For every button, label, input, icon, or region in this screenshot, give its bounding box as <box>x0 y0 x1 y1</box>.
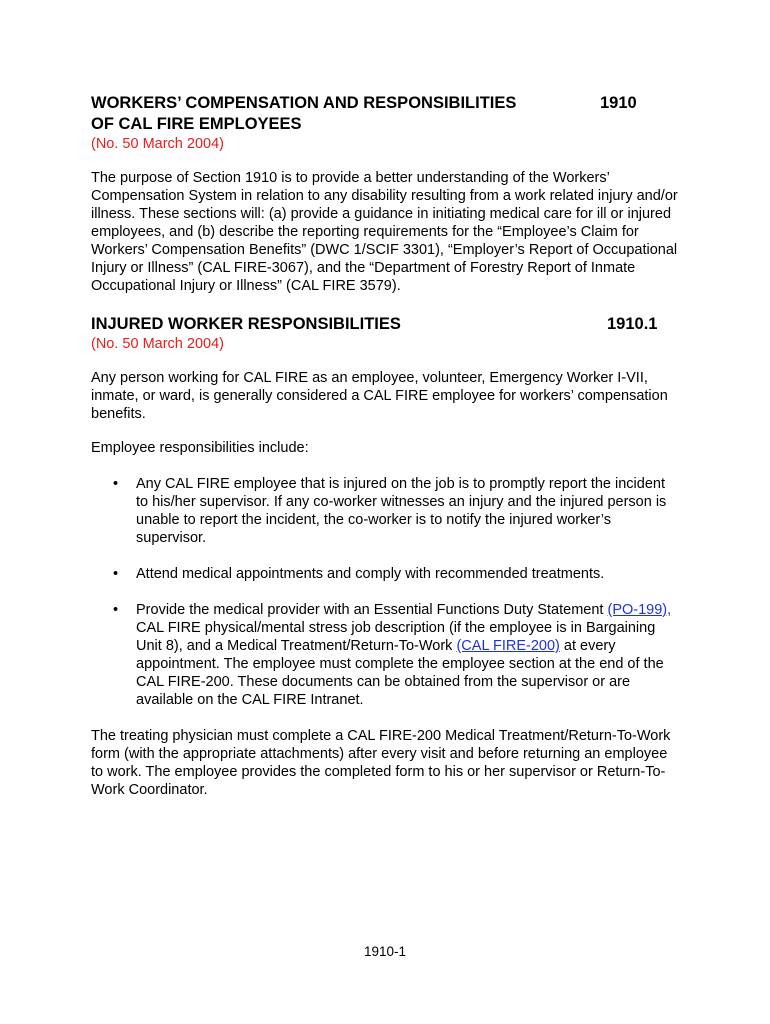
bullet-icon: • <box>113 602 119 618</box>
po-199-link[interactable]: (PO-199), <box>607 602 672 618</box>
bullet-icon: • <box>113 476 119 492</box>
responsibilities-intro: Employee responsibilities include: <box>91 440 309 456</box>
list-item <box>91 475 681 547</box>
section-heading-1910-1 <box>91 314 681 335</box>
page-number: 1910-1 <box>363 944 407 959</box>
responsibilities-list <box>91 475 681 709</box>
list-item-text: Attend medical appointments and comply with recommended treatments. <box>136 566 605 582</box>
section-title: INJURED WORKER RESPONSIBILITIES <box>91 315 401 333</box>
document-page <box>91 93 681 799</box>
list-item-text-part1: Provide the medical provider with an Essential Functions Duty Statement <box>136 602 608 618</box>
section-heading-1910 <box>91 93 681 135</box>
section-number: 1910.1 <box>607 315 658 333</box>
physician-paragraph: The treating physician must complete a CAL FIRE-200 Medical Treatment/Return-To-Work form (with the appropriate attachments) after every visit and before returning an employee to work. The employee provides the completed form to his or her supervisor or Return-To-Work Coordinator. <box>91 728 671 798</box>
revision-date: (No. 50 March 2004) <box>91 136 224 152</box>
section-title-line1: WORKERS’ COMPENSATION AND RESPONSIBILITIES <box>91 94 517 112</box>
section-intro-paragraph: The purpose of Section 1910 is to provide a better understanding of the Workers’ Compensation System in relation to any disability resulting from a work related injury and/or illness. These sections will: (a) provide a guidance in initiating medical care for ill or injured employees, and (b) describe the reporting requirements for the “Employee’s Claim for Workers’ Compensation Benefits” (DWC 1/SCIF 3301), “Employer’s Report of Occupational Injury or Illness” (CAL FIRE-3067), and the “Department of Forestry Report of Inmate Occupational Injury or Illness” (CAL FIRE 3579). <box>91 170 678 294</box>
bullet-icon: • <box>113 566 119 582</box>
section-number: 1910 <box>600 94 637 112</box>
eligibility-paragraph: Any person working for CAL FIRE as an employee, volunteer, Emergency Worker I-VII, inmate, or ward, is generally considered a CAL FIRE employee for workers’ compensation benefits. <box>91 370 668 422</box>
list-item <box>91 601 681 709</box>
revision-date: (No. 50 March 2004) <box>91 336 224 352</box>
list-item-text-part2: CAL FIRE physical/mental stress job description (if the employee is in Bargaining Unit 8), and a Medical Treatment/Return-To-Work <box>136 620 656 654</box>
section-title-line2: OF CAL FIRE EMPLOYEES <box>91 115 302 133</box>
cal-fire-200-link[interactable]: (CAL FIRE-200) <box>456 638 560 654</box>
list-item <box>91 565 681 583</box>
list-item-text: Any CAL FIRE employee that is injured on the job is to promptly report the incident to his/her supervisor. If any co-worker witnesses an injury and the injured person is unable to report the incident, the co-worker is to notify the injured worker’s supervisor. <box>136 476 667 546</box>
list-item-text-part3: at every appointment. The employee must complete the employee section at the end of the CAL FIRE-200. These documents can be obtained from the supervisor or are available on the CAL FIRE Intranet. <box>136 638 664 708</box>
